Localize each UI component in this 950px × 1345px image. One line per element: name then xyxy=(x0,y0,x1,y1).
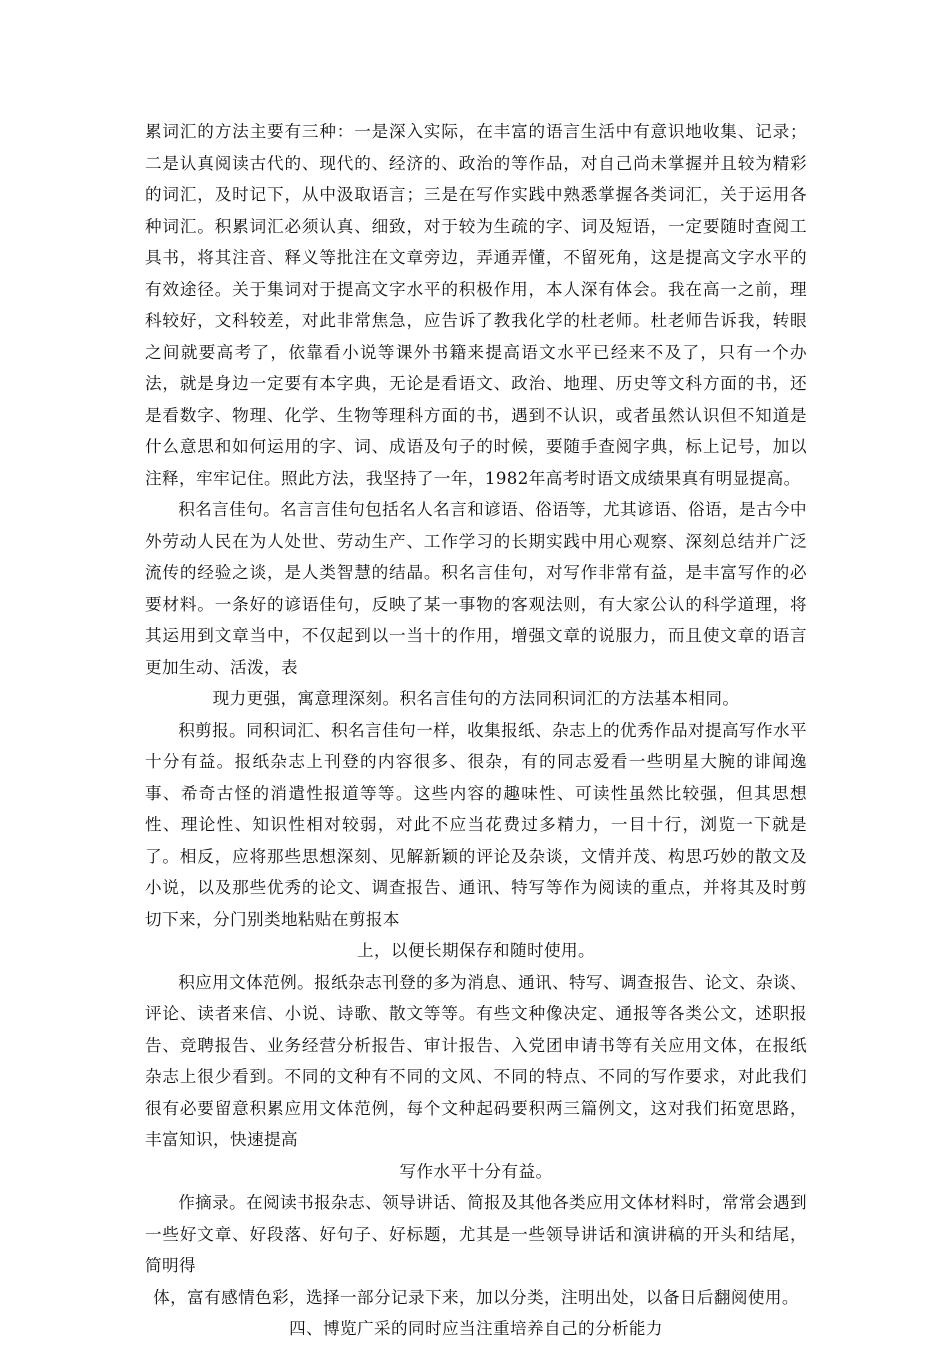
paragraph-tail-line: 现力更强，寓意理深刻。积名言佳句的方法同积词汇的方法基本相同。 xyxy=(212,689,740,708)
paragraph-tail-line: 写作水平十分有益。 xyxy=(399,1161,553,1181)
paragraph-famous-quotes xyxy=(145,494,807,715)
section-heading: 四、博览广采的同时应当注重培养自己的分析能力 xyxy=(289,1319,663,1338)
paragraph-tail-line: 上，以便长期保存和随时使用。 xyxy=(357,941,595,960)
paragraph-applied-writing xyxy=(145,967,807,1188)
paragraph-text: 积剪报。同积词汇、积名言佳句一样，收集报纸、杂志上的优秀作品对提高写作水平十分有益。报纸杂志上刊登的内容很多、很杂，有的同志爱看一些明星大腕的诽闻逸事、希奇古怪的消遣性报道等等。这些内容的趣味性、可读性虽然比较强，但其思想性、理论性、知识性相对较弱，对此不应当花费过多精力，一目十行，浏览一下就是了。相反，应将那些思想深刻、见解新颖的评论及杂谈，文情并茂、构思巧妙的散文及小说，以及那些优秀的论文、调查报告、通讯、特写等作为阅读的重点，并将其及时剪切下来，分门别类地粘贴在剪报本 xyxy=(145,720,807,929)
paragraph-vocabulary xyxy=(145,116,807,494)
paragraph-excerpts xyxy=(145,1187,807,1313)
paragraph-text: 积应用文体范例。报纸杂志刊登的多为消息、通讯、特写、调查报告、论文、杂谈、评论、读者来信、小说、诗歌、散文等等。有些文种像决定、通报等各类公文，述职报告、竞聘报告、业务经营分析报告、审计报告、入党团申请书等有关应用文体，在报纸杂志上很少看到。不同的文种有不同的文风、不同的特点、不同的写作要求，对此我们很有必要留意积累应用文体范例，每个文种起码要积两三篇例文，这对我们拓宽思路，丰富知识，快速提高 xyxy=(145,972,807,1149)
paragraph-text: 积名言佳句。名言言佳句包括名人名言和谚语、俗语等，尤其谚语、俗语，是古今中外劳动人民在为人处世、劳动生产、工作学习的长期实践中用心观察、深刻总结并广泛流传的经验之谈，是人类智慧的结晶。积名言佳句，对写作非常有益，是丰富写作的必要材料。一条好的谚语佳句，反映了某一事物的客观法则，有大家公认的科学道理，将其运用到文章当中，不仅起到以一当十的作用，增强文章的说服力，而且使文章的语言更加生动、活泼，表 xyxy=(145,500,807,677)
paragraph-clippings xyxy=(145,715,807,967)
paragraph-text: 累词汇的方法主要有三种：一是深入实际，在丰富的语言生活中有意识地收集、记录；二是认真阅读古代的、现代的、经济的、政治的等作品，对自己尚未掌握并且较为精彩的词汇，及时记下，从中汲取语言；三是在写作实践中熟悉掌握各类词汇，关于运用各种词汇。积累词汇必须认真、细致，对于较为生疏的字、词及短语，一定要随时查阅工具书，将其注音、释义等批注在文章旁边，弄通弄懂，不留死角，这是提高文字水平的有效途径。关于集词对于提高文字水平的积极作用，本人深有体会。我在高一之前，理科较好，文科较差，对此非常焦急，应告诉了教我化学的杜老师。杜老师告诉我，转眼之间就要高考了，依靠看小说等课外书籍来提高语文水平已经来不及了，只有一个办法，就是身边一定要有本字典，无论是看语文、政治、地理、历史等文科方面的书，还是看数字、物理、化学、生物等理科方面的书，遇到不认识，或者虽然认识但不知道是什么意思和如何运用的字、词、成语及句子的时候，要随手查阅字典，标上记号，加以注释，牢牢记住。照此方法，我坚持了一年，1982年高考时语文成绩果真有明显提高。 xyxy=(145,122,807,488)
paragraph-text: 作摘录。在阅读书报杂志、领导讲话、简报及其他各类应用文体材料时，常常会遇到一些好文章、好段落、好句子、好标题，尤其是一些领导讲话和演讲稿的开头和结尾，简明得 xyxy=(145,1193,807,1275)
document-page xyxy=(145,116,807,1345)
paragraph-tail-line: 体，富有感情色彩，选择一部分记录下来，加以分类，注明出处，以备日后翻阅使用。 xyxy=(153,1287,799,1307)
